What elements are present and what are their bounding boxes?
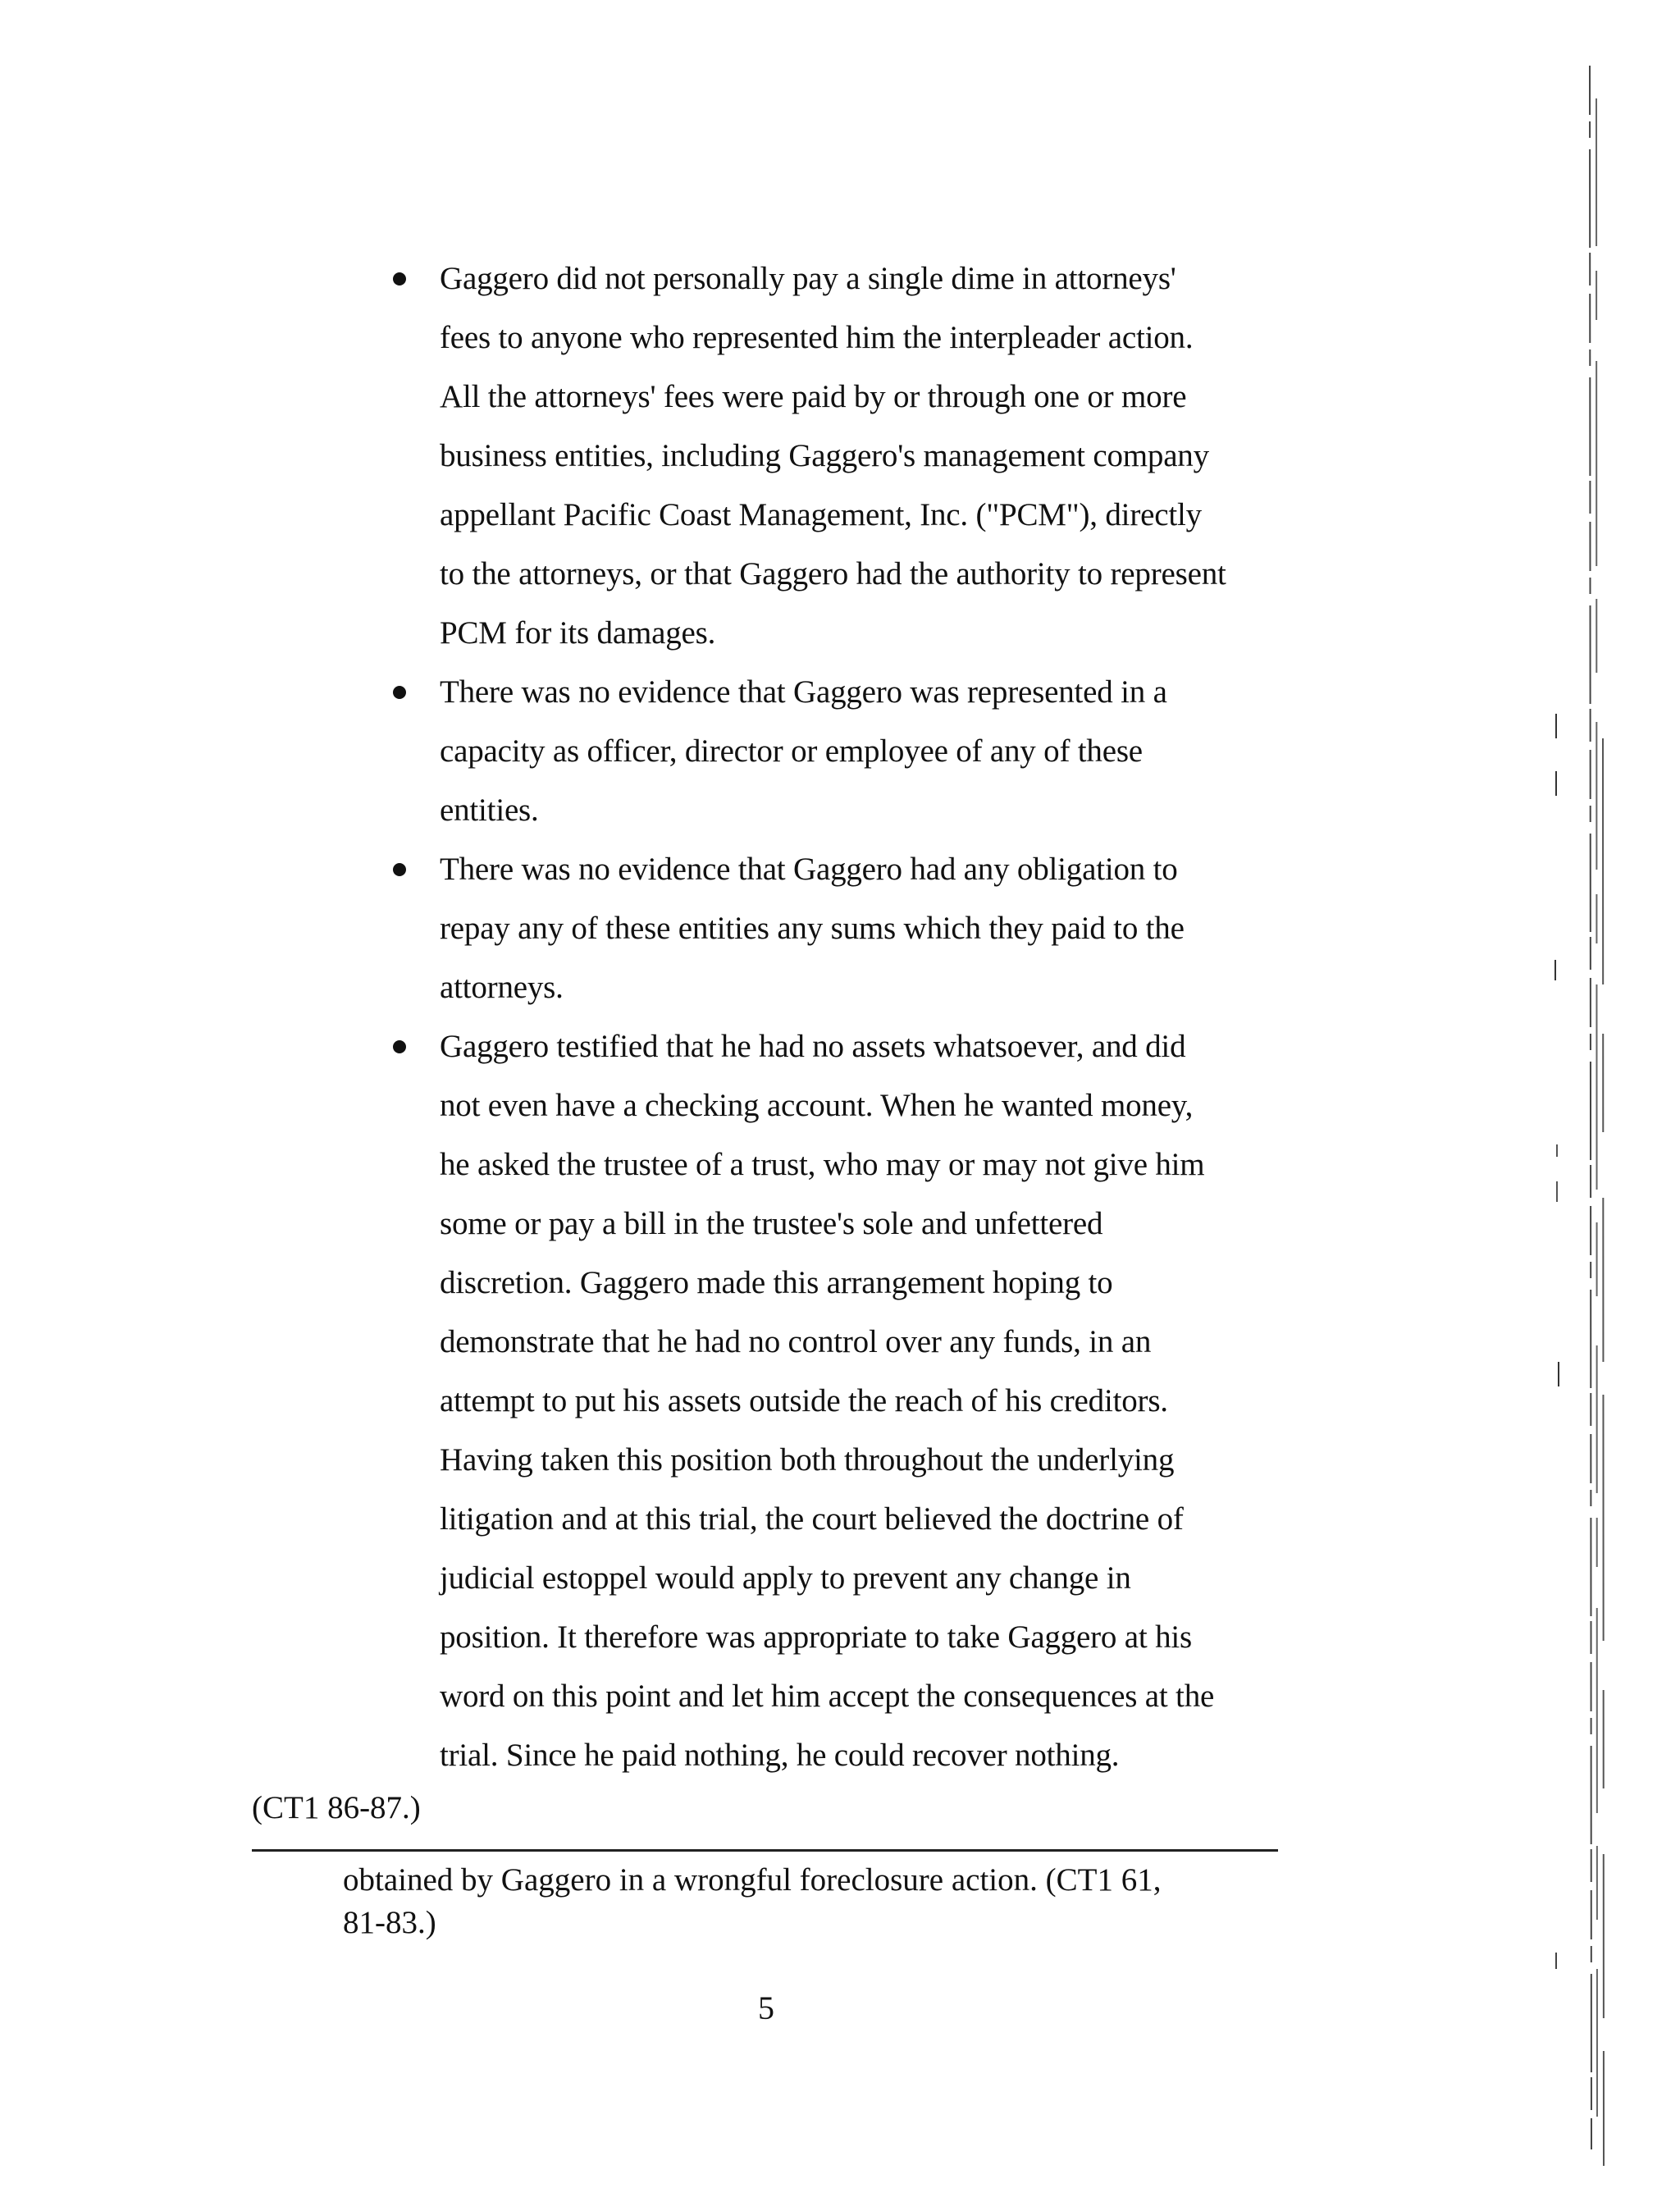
body-text-line: Gaggero testified that he had no assets whatsoever, and did [440, 1029, 1186, 1064]
body-text-line: There was no evidence that Gaggero was represented in a [440, 674, 1167, 710]
body-text-line: not even have a checking account. When he wanted money, [440, 1088, 1194, 1123]
body-text-line: business entities, including Gaggero's management company [440, 438, 1209, 473]
footnote-text-line: 81-83.) [343, 1905, 436, 1940]
body-text-line: capacity as officer, director or employee of any of these [440, 733, 1143, 769]
body-text-line: Gaggero did not personally pay a single dime in attorneys' [440, 261, 1176, 296]
bullet-marker [393, 863, 406, 876]
body-text-line: PCM for its damages. [440, 615, 716, 651]
body-text-line: repay any of these entities any sums which they paid to the [440, 911, 1185, 946]
body-text-line: attorneys. [440, 970, 564, 1005]
body-text-line: fees to anyone who represented him the interpleader action. [440, 320, 1194, 355]
body-text-line: Having taken this position both throughout the underlying [440, 1442, 1175, 1478]
page-number: 5 [758, 1989, 774, 2026]
body-text-line: litigation and at this trial, the court believed the doctrine of [440, 1501, 1184, 1537]
body-text-line: judicial estoppel would apply to prevent any change in [440, 1560, 1131, 1596]
footnote-divider [252, 1849, 1278, 1852]
body-text-line: attempt to put his assets outside the reach of his creditors. [440, 1383, 1168, 1418]
body-text-line: position. It therefore was appropriate to take Gaggero at his [440, 1619, 1192, 1655]
record-citation: (CT1 86-87.) [252, 1790, 421, 1825]
bullet-marker [393, 272, 406, 285]
body-text-line: discretion. Gaggero made this arrangement hoping to [440, 1265, 1113, 1300]
body-text-line: entities. [440, 793, 539, 828]
body-text-line: appellant Pacific Coast Management, Inc. ("PCM"), directly [440, 497, 1202, 532]
body-text-line: to the attorneys, or that Gaggero had the authority to represent [440, 556, 1226, 592]
body-text-line: trial. Since he paid nothing, he could recover nothing. [440, 1738, 1120, 1773]
footnote-text-line: obtained by Gaggero in a wrongful foreclosure action. (CT1 61, [343, 1862, 1162, 1898]
body-text-line: All the attorneys' fees were paid by or through one or more [440, 379, 1187, 414]
bullet-marker [393, 686, 406, 699]
body-text-line: There was no evidence that Gaggero had any obligation to [440, 852, 1178, 887]
body-text-line: he asked the trustee of a trust, who may or may not give him [440, 1147, 1205, 1182]
body-text-line: word on this point and let him accept the consequences at the [440, 1679, 1215, 1714]
bullet-marker [393, 1040, 406, 1053]
body-text-line: demonstrate that he had no control over any funds, in an [440, 1324, 1152, 1359]
body-text-line: some or pay a bill in the trustee's sole and unfettered [440, 1206, 1103, 1241]
